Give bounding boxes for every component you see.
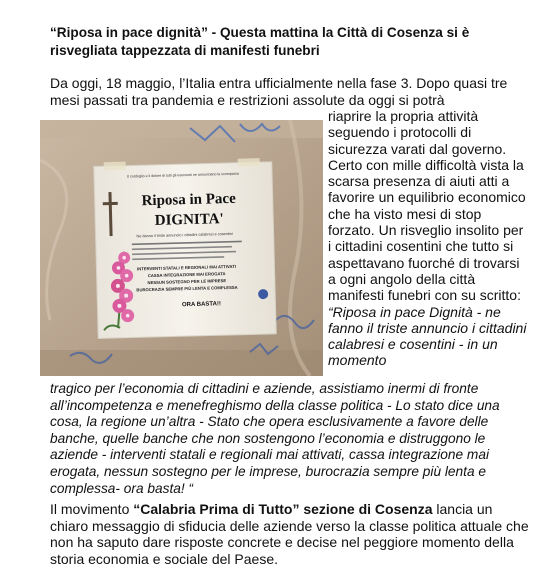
poster-body-line-1: INTERVENTI STATALI E REGIONALI MAI ATTIVATI — [136, 263, 236, 272]
closing-paragraph — [50, 501, 530, 567]
poster-body-line-3: NESSUN SOSTEGNO PER LE IMPRESE — [147, 278, 227, 286]
headline — [50, 24, 520, 60]
poster-title-line1: Riposa in Pace — [141, 190, 236, 210]
poster-title-line2: DIGNITA' — [154, 211, 224, 229]
wall-photo-image — [40, 120, 323, 376]
movement-name: “Calabria Prima di Tutto” sezione di Cosenza — [133, 501, 433, 517]
closing-post: lancia un chiaro messaggio di sfiducia delle aziende verso la classe politica attuale che non ha saputo dare risposte concrete e decise nel peggiore momento della storia economia e sociale del Paese. — [50, 501, 529, 567]
poster-subtitle: Ne danno il triste annuncio i cittadini calabresi e cosentini — [136, 231, 233, 239]
closing-pre: Il movimento — [50, 501, 134, 517]
poster-photo — [40, 120, 323, 376]
quote-start: “Riposa in pace Dignità - ne fanno il triste annuncio i cittadini calabresi e cosentini - in un momento — [328, 303, 527, 369]
right-column-paragraph — [328, 108, 528, 369]
poster-header-line: Il cordoglio e il dolore di tutti gli esercenti ne annunciano la scomparsa — [127, 171, 239, 179]
intro-paragraph: Da oggi, 18 maggio, l’Italia entra ufficialmente nella fase 3. Dopo quasi tre mesi passati tra pandemia e restrizioni assolute da oggi si potrà — [50, 75, 508, 108]
poster-closing-line: ORA BASTA!! — [181, 301, 222, 309]
headline-subtitle: Questa mattina la Città di Cosenza si è risvegliata tappezzata di manifesti funebri — [50, 25, 470, 58]
headline-separator: - — [207, 25, 220, 40]
poster-body-line-4: BUROCRAZIA SEMPRE PIÙ LENTA E COMPLESSA — [136, 284, 238, 293]
poster-body-line-2: CASSA INTEGRAZIONE MAI EROGATA — [147, 271, 226, 279]
right-column-text: riaprire la propria attività seguendo i protocolli di sicurezza varati dal governo. Certo con mille difficoltà vista la scarsa presenza di aiuti atti a favorire un equilibrio economico che ha visto mesi di stop forzato. Un risveglio insolito per i cittadini cosentini che tutto si aspettavano fuorché di trovarsi a ogni angolo della città manifesti funebri con su scritto: — [328, 108, 526, 304]
headline-quote: “Riposa in pace dignità” — [50, 25, 208, 40]
quote-continued: tragico per l’economia di cittadini e aziende, assistiamo inermi di fronte all’incompetenza e menefreghismo della classe politica - Lo stato dice una cosa, la regione un’altra - Stato che opera esclusivamente a favore delle banche, quelle banche che non sostengono l’economia e distruggono le aziende - interventi statali e regionali mai attivati, cassa integrazione mai erogata, nessun sostegno per le imprese, burocrazia sempre più lenta e complessa- ora basta! “ — [50, 381, 500, 496]
